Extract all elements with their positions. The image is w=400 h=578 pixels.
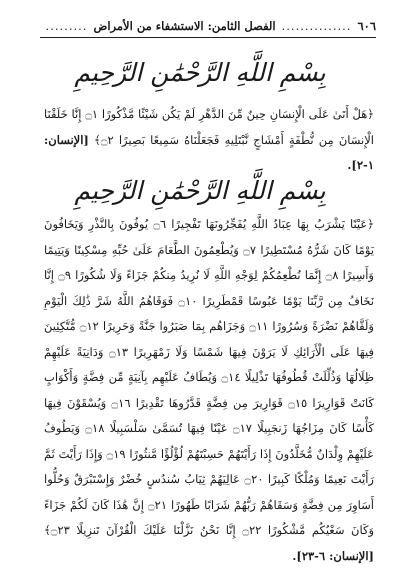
basmala-heading: بِسْمِ اللَّهِ الرَّحْمَٰنِ الرَّحِيمِ	[74, 58, 326, 87]
page-header	[40, 17, 376, 35]
verse-block	[44, 102, 374, 179]
verse-text: ﴿هَلْ أَتَىٰ عَلَى الْإِنسَانِ حِينٌ مِّنَ الدَّهْرِ لَمْ يَكُن شَيْئًا مَّذْكُورًا ۝١ إِنَّا خَلَقْنَا الْإِنسَانَ مِن نُّطْفَةٍ أَمْشَاجٍ نَّبْتَلِيهِ فَجَعَلْنَاهُ سَمِيعًا بَصِيرًا ۝٢﴾	[44, 107, 375, 147]
verse-reference: [الإنسان: ١-٢].	[44, 132, 374, 172]
verse-text: ﴿عَيْنًا يَشْرَبُ بِهَا عِبَادُ اللَّهِ يُفَجِّرُونَهَا تَفْجِيرًا ۝٦ يُوفُونَ بِالنَّذْرِ وَيَخَافُونَ يَوْمًا كَانَ شَرُّهُ مُسْتَطِيرًا ۝٧ وَيُطْعِمُونَ الطَّعَامَ عَلَىٰ حُبِّهِ مِسْكِينًا وَيَتِيمًا وَأَسِيرًا ۝٨ إِنَّمَا نُطْعِمُكُمْ لِوَجْهِ اللَّهِ لَا نُرِيدُ مِنكُمْ جَزَاءً وَلَا شُكُورًا ۝٩ إِنَّا نَخَافُ مِن رَّبِّنَا يَوْمًا عَبُوسًا قَمْطَرِيرًا ۝١٠ فَوَقَاهُمُ اللَّهُ شَرَّ ذَٰلِكَ الْيَوْمِ وَلَقَّاهُمْ نَضْرَةً وَسُرُورًا ۝١١ وَجَزَاهُم بِمَا صَبَرُوا جَنَّةً وَحَرِيرًا ۝١٢ مُّتَّكِئِينَ فِيهَا عَلَى الْأَرَائِكِ لَا يَرَوْنَ فِيهَا شَمْسًا وَلَا زَمْهَرِيرًا ۝١٣ وَدَانِيَةً عَلَيْهِمْ ظِلَالُهَا وَذُلِّلَتْ قُطُوفُهَا تَذْلِيلًا ۝١٤ وَيُطَافُ عَلَيْهِم بِآنِيَةٍ مِّن فِضَّةٍ وَأَكْوَابٍ كَانَتْ قَوَارِيرَا ۝١٥ قَوَارِيرَ مِن فِضَّةٍ قَدَّرُوهَا تَقْدِيرًا ۝١٦ وَيُسْقَوْنَ فِيهَا كَأْسًا كَانَ مِزَاجُهَا زَنجَبِيلًا ۝١٧ عَيْنًا فِيهَا تُسَمَّىٰ سَلْسَبِيلًا ۝١٨ وَيَطُوفُ عَلَيْهِمْ وِلْدَانٌ مُّخَلَّدُونَ إِذَا رَأَيْتَهُمْ حَسِبْتَهُمْ لُؤْلُؤًا مَّنثُورًا ۝١٩ وَإِذَا رَأَيْتَ ثَمَّ رَأَيْتَ نَعِيمًا وَمُلْكًا كَبِيرًا ۝٢٠ عَالِيَهُمْ ثِيَابُ سُندُسٍ خُضْرٌ وَإِسْتَبْرَقٌ وَحُلُّوا أَسَاوِرَ مِن فِضَّةٍ وَسَقَاهُمْ رَبُّهُمْ شَرَابًا طَهُورًا ۝٢١ إِنَّ هَٰذَا كَانَ لَكُمْ جَزَاءً وَكَانَ سَعْيُكُم مَّشْكُورًا ۝٢٢ إِنَّا نَحْنُ نَزَّلْنَا عَلَيْكَ الْقُرْآنَ تَنزِيلًا ۝٢٣﴾	[44, 217, 375, 537]
page-number: ٦٠٦	[357, 19, 376, 33]
chapter-title: الفصل الثامن: الاستشفاء من الأمراض	[93, 19, 276, 33]
header-rule	[40, 37, 376, 38]
header-dots: ...............	[281, 19, 352, 33]
basmala-heading: بِسْمِ اللَّهِ الرَّحْمَٰنِ الرَّحِيمِ	[74, 176, 326, 205]
header-dots-trailing: .........	[45, 19, 88, 33]
verse-block	[44, 212, 374, 569]
verse-reference: [الإنسان: ٦-٢٣].	[292, 548, 374, 563]
